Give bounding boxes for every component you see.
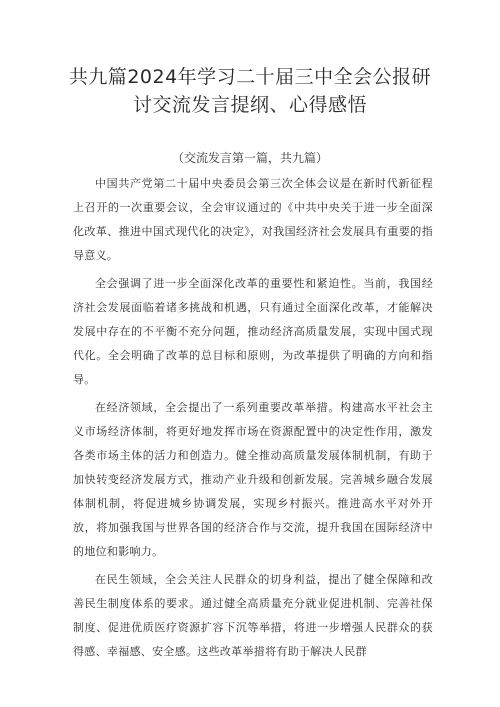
paragraph: 在经济领域，全会提出了一系列重要改革举措。构建高水平社会主义市场经济体制，将更好地发挥市场在资源配置中的决定性作用，激发各类市场主体的活力和创造力。健全推动高质量发展体制机制，有助于加快转变经济发展方式，推动产业升级和创新发展。完善城乡融合发展体制机制，将促进城乡协调发展，实现乡村振兴。推进高水平对外开放，将加强我国与世界各国的经济合作与交流，提升我国在国际经济中的地位和影响力。 [73, 401, 433, 558]
document-title-line-2: 讨交流发言提纲、心得感悟 [132, 94, 367, 116]
document-title-line-1: 共九篇2024年学习二十届三中全会公报研 [68, 66, 432, 88]
document-body [73, 172, 433, 668]
paragraph: 在民生领域，全会关注人民群众的切身利益，提出了健全保障和改善民生制度体系的要求。通过健全高质量充分就业促进机制、完善社保制度、促进优质医疗资源扩容下沉等举措，将进一步增强人民群众的获得感、幸福感、安全感。这些改革举措将有助于解决人民群 [73, 573, 433, 658]
paragraph: 中国共产党第二十届中央委员会第三次全体会议是在新时代新征程上召开的一次重要会议，全会审议通过的《中共中央关于进一步全面深化改革、推进中国式现代化的决定》，对我国经济社会发展具有重要的指导意义。 [73, 177, 433, 262]
paragraph: 全会强调了进一步全面深化改革的重要性和紧迫性。当前，我国经济社会发展面临着诸多挑战和机遇，只有通过全面深化改革，才能解决发展中存在的不平衡不充分问题，推动经济高质量发展，实现中国式现代化。全会明确了改革的总目标和原则，为改革提供了明确的方向和指导。 [73, 277, 433, 386]
section-subheading: （交流发言第一篇，共九篇） [171, 151, 328, 165]
